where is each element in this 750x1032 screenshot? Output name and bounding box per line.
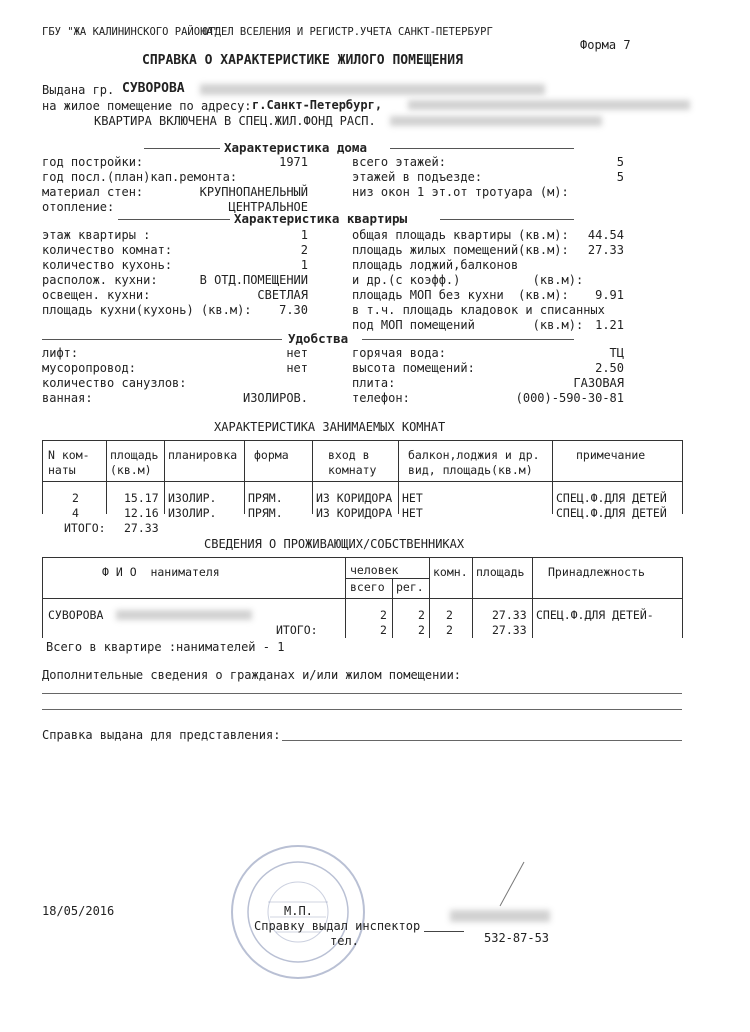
phone-label: тел. — [330, 934, 359, 948]
loggia-label-1: площадь лоджий,балконов — [352, 258, 519, 272]
table-border-right — [682, 440, 683, 514]
redacted-inspector-name — [450, 910, 550, 922]
cell-ownership: СПЕЦ.Ф.ДЛЯ ДЕТЕЙ- — [536, 608, 654, 622]
entrance-value: 5 — [616, 170, 624, 184]
redacted-tenant-name — [116, 610, 252, 620]
cell-shape: ПРЯМ. — [248, 506, 283, 520]
cell-area: 12.16 — [124, 506, 159, 520]
cell-area: 15.17 — [124, 491, 159, 505]
header-note: примечание — [576, 448, 646, 462]
address-label: на жилое помещение по адресу: — [42, 99, 252, 113]
table-border-top — [42, 557, 682, 558]
residents-table-heading: СВЕДЕНИЯ О ПРОЖИВАЮЩИХ/СОБСТВЕННИКАХ — [204, 537, 465, 551]
rooms-value: 2 — [300, 243, 308, 257]
storage-label-1: в т.ч. площадь кладовок и списанных — [352, 303, 605, 317]
table-header-divider — [42, 481, 682, 482]
flat-heading: Характеристика квартиры — [234, 211, 408, 226]
cell-rooms: 2 — [446, 608, 453, 622]
document-title: СПРАВКА О ХАРАКТЕРИСТИКЕ ЖИЛОГО ПОМЕЩЕНИЯ — [142, 53, 463, 68]
year-value: 1971 — [279, 155, 308, 169]
table-column-divider — [392, 578, 393, 638]
table-column-divider — [244, 440, 245, 514]
kitchen-location-value: В ОТД.ПОМЕЩЕНИИ — [199, 273, 308, 287]
cell-note: СПЕЦ.Ф.ДЛЯ ДЕТЕЙ — [556, 491, 667, 505]
divider — [144, 148, 220, 149]
additional-info-line — [42, 709, 682, 710]
mop-value: 9.91 — [595, 288, 624, 302]
issued-name: СУВОРОВА — [122, 81, 185, 96]
header-balcony: балкон,лоджия и др. вид, площадь(кв.м) — [408, 448, 540, 477]
heating-label: отопление: — [42, 200, 115, 214]
stamp-mark-label: М.П. — [284, 904, 313, 918]
header-tenant-name: Ф И О нанимателя — [102, 565, 220, 579]
garbage-label: мусоропровод: — [42, 361, 136, 375]
table-column-divider — [312, 440, 313, 514]
cell-area: 27.33 — [492, 608, 527, 622]
cell-entry: ИЗ КОРИДОРА — [316, 506, 393, 520]
walls-label: материал стен: — [42, 185, 144, 199]
cell-tenant-name: СУВОРОВА — [48, 608, 104, 622]
residents-total-registered: 2 — [418, 623, 425, 637]
header-area: площадь (кв.м) — [110, 448, 159, 477]
storage-value: 1.21 — [595, 318, 624, 332]
cell-balcony: НЕТ — [402, 491, 423, 505]
kitchen-light-label: освещен. кухни: — [42, 288, 151, 302]
address-city: г.Санкт-Петербург, — [252, 98, 383, 112]
issue-date: 18/05/2016 — [42, 904, 115, 918]
table-column-divider — [552, 440, 553, 514]
table-header-divider — [42, 598, 682, 599]
table-border-right — [682, 557, 683, 638]
rooms-table-heading: ХАРАКТЕРИСТИКА ЗАНИМАЕМЫХ КОМНАТ — [214, 420, 446, 434]
divider — [440, 219, 574, 220]
cell-entry: ИЗ КОРИДОРА — [316, 491, 393, 505]
kitchen-area-label: площадь кухни(кухонь) (кв.м): — [42, 303, 252, 317]
header-area: площадь — [476, 565, 525, 579]
cell-people-registered: 2 — [418, 608, 425, 622]
rooms-total-value: 27.33 — [124, 521, 159, 535]
header-entry: вход в комнату — [328, 448, 377, 477]
header-layout: планировка — [168, 448, 238, 462]
kitchen-area-value: 7.30 — [279, 303, 308, 317]
bath-value: ИЗОЛИРОВ. — [242, 391, 308, 405]
table-column-divider — [472, 557, 473, 638]
table-column-divider — [429, 557, 430, 638]
loggia-label-2: и др.(с коэфф.) (кв.м): — [352, 273, 584, 287]
residents-total-people: 2 — [380, 623, 387, 637]
residents-total-label: ИТОГО: — [276, 623, 318, 637]
table-column-divider — [164, 440, 165, 514]
issued-label: Выдана гр. — [42, 83, 115, 97]
floors-label: всего этажей: — [352, 155, 446, 169]
heating-value: ЦЕНТРАЛЬНОЕ — [228, 200, 308, 214]
height-value: 2.50 — [595, 361, 624, 375]
cell-room-number: 2 — [72, 491, 79, 505]
residents-summary: Всего в квартире :нанимателей - 1 — [46, 640, 285, 654]
window-label: низ окон 1 эт.от тротуара (м): — [352, 185, 569, 199]
bathroom-count-label: количество санузлов: — [42, 376, 187, 390]
divider — [118, 219, 230, 220]
presentation-label: Справка выдана для представления: — [42, 728, 281, 742]
kitchens-value: 1 — [300, 258, 308, 272]
header-shape: форма — [254, 448, 289, 462]
divider — [390, 148, 574, 149]
additional-info-line — [42, 693, 682, 694]
kitchens-label: количество кухонь: — [42, 258, 173, 272]
cell-people-total: 2 — [380, 608, 387, 622]
table-border-left — [42, 440, 43, 514]
rooms-total-label: ИТОГО: — [64, 521, 106, 535]
cell-room-number: 4 — [72, 506, 79, 520]
total-area-label: общая площадь квартиры (кв.м): — [352, 228, 569, 242]
table-column-divider — [345, 557, 346, 638]
phone-value: (000)-590-30-81 — [515, 391, 624, 405]
residents-total-area: 27.33 — [492, 623, 527, 637]
header-room-number: N ком- наты — [48, 448, 90, 477]
phone-label: телефон: — [352, 391, 410, 405]
kitchen-location-label: располож. кухни: — [42, 273, 158, 287]
inspector-phone: 532-87-53 — [484, 931, 550, 945]
table-border-top — [42, 440, 682, 441]
fund-note: КВАРТИРА ВКЛЮЧЕНА В СПЕЦ.ЖИЛ.ФОНД РАСП. — [94, 114, 376, 128]
header-rooms: комн. — [433, 565, 468, 579]
hot-water-label: горячая вода: — [352, 346, 446, 360]
divider — [42, 339, 282, 340]
divider — [362, 339, 574, 340]
garbage-value: нет — [286, 361, 308, 375]
cell-shape: ПРЯМ. — [248, 491, 283, 505]
form-number: Форма 7 — [580, 38, 631, 52]
entrance-label: этажей в подъезде: — [352, 170, 483, 184]
redacted-name — [200, 84, 545, 95]
table-border-left — [42, 557, 43, 638]
redacted-fund — [390, 116, 602, 126]
living-area-value: 27.33 — [587, 243, 624, 257]
living-area-label: площадь жилых помещений(кв.м): — [352, 243, 569, 257]
kitchen-light-value: СВЕТЛАЯ — [257, 288, 308, 302]
header-people: человек — [350, 563, 399, 577]
inspector-signature-line — [424, 931, 464, 932]
mop-label: площадь МОП без кухни (кв.м): — [352, 288, 569, 302]
table-column-divider — [532, 557, 533, 638]
cell-note: СПЕЦ.Ф.ДЛЯ ДЕТЕЙ — [556, 506, 667, 520]
bath-label: ванная: — [42, 391, 93, 405]
amenities-heading: Удобства — [288, 331, 349, 346]
inspector-label: Справку выдал инспектор — [254, 919, 421, 933]
additional-info-label: Дополнительные сведения о гражданах и/или жилом помещении: — [42, 668, 462, 682]
year-label: год постройки: — [42, 155, 144, 169]
org-name: ГБУ "ЖА КАЛИНИНСКОГО РАЙОНА" — [42, 26, 220, 38]
table-column-divider — [398, 440, 399, 514]
stove-label: плита: — [352, 376, 396, 390]
floors-value: 5 — [616, 155, 624, 169]
height-label: высота помещений: — [352, 361, 475, 375]
hot-water-value: ТЦ — [609, 346, 624, 360]
lift-label: лифт: — [42, 346, 79, 360]
walls-value: КРУПНОПАНЕЛЬНЫЙ — [199, 185, 308, 199]
rooms-label: количество комнат: — [42, 243, 173, 257]
stove-value: ГАЗОВАЯ — [573, 376, 624, 390]
signature-mark — [498, 858, 528, 908]
header-people-registered: рег. — [396, 580, 424, 594]
floor-value: 1 — [300, 228, 308, 242]
lift-value: нет — [286, 346, 308, 360]
table-subheader-divider — [345, 578, 429, 579]
floor-label: этаж квартиры : — [42, 228, 151, 242]
header-ownership: Принадлежность — [548, 565, 645, 579]
total-area-value: 44.54 — [587, 228, 624, 242]
repair-label: год посл.(план)кап.ремонта: — [42, 170, 238, 184]
storage-label-2: под МОП помещений (кв.м): — [352, 318, 584, 332]
residents-total-rooms: 2 — [446, 623, 453, 637]
cell-layout: ИЗОЛИР. — [168, 506, 217, 520]
house-heading: Характеристика дома — [224, 140, 367, 155]
department-name: ОТДЕЛ ВСЕЛЕНИЯ И РЕГИСТР.УЧЕТА САНКТ-ПЕТЕРБУРГ — [202, 26, 493, 38]
cell-layout: ИЗОЛИР. — [168, 491, 217, 505]
redacted-address — [408, 100, 690, 110]
header-people-total: всего — [350, 580, 385, 594]
presentation-line — [282, 740, 682, 741]
table-column-divider — [106, 440, 107, 514]
cell-balcony: НЕТ — [402, 506, 423, 520]
